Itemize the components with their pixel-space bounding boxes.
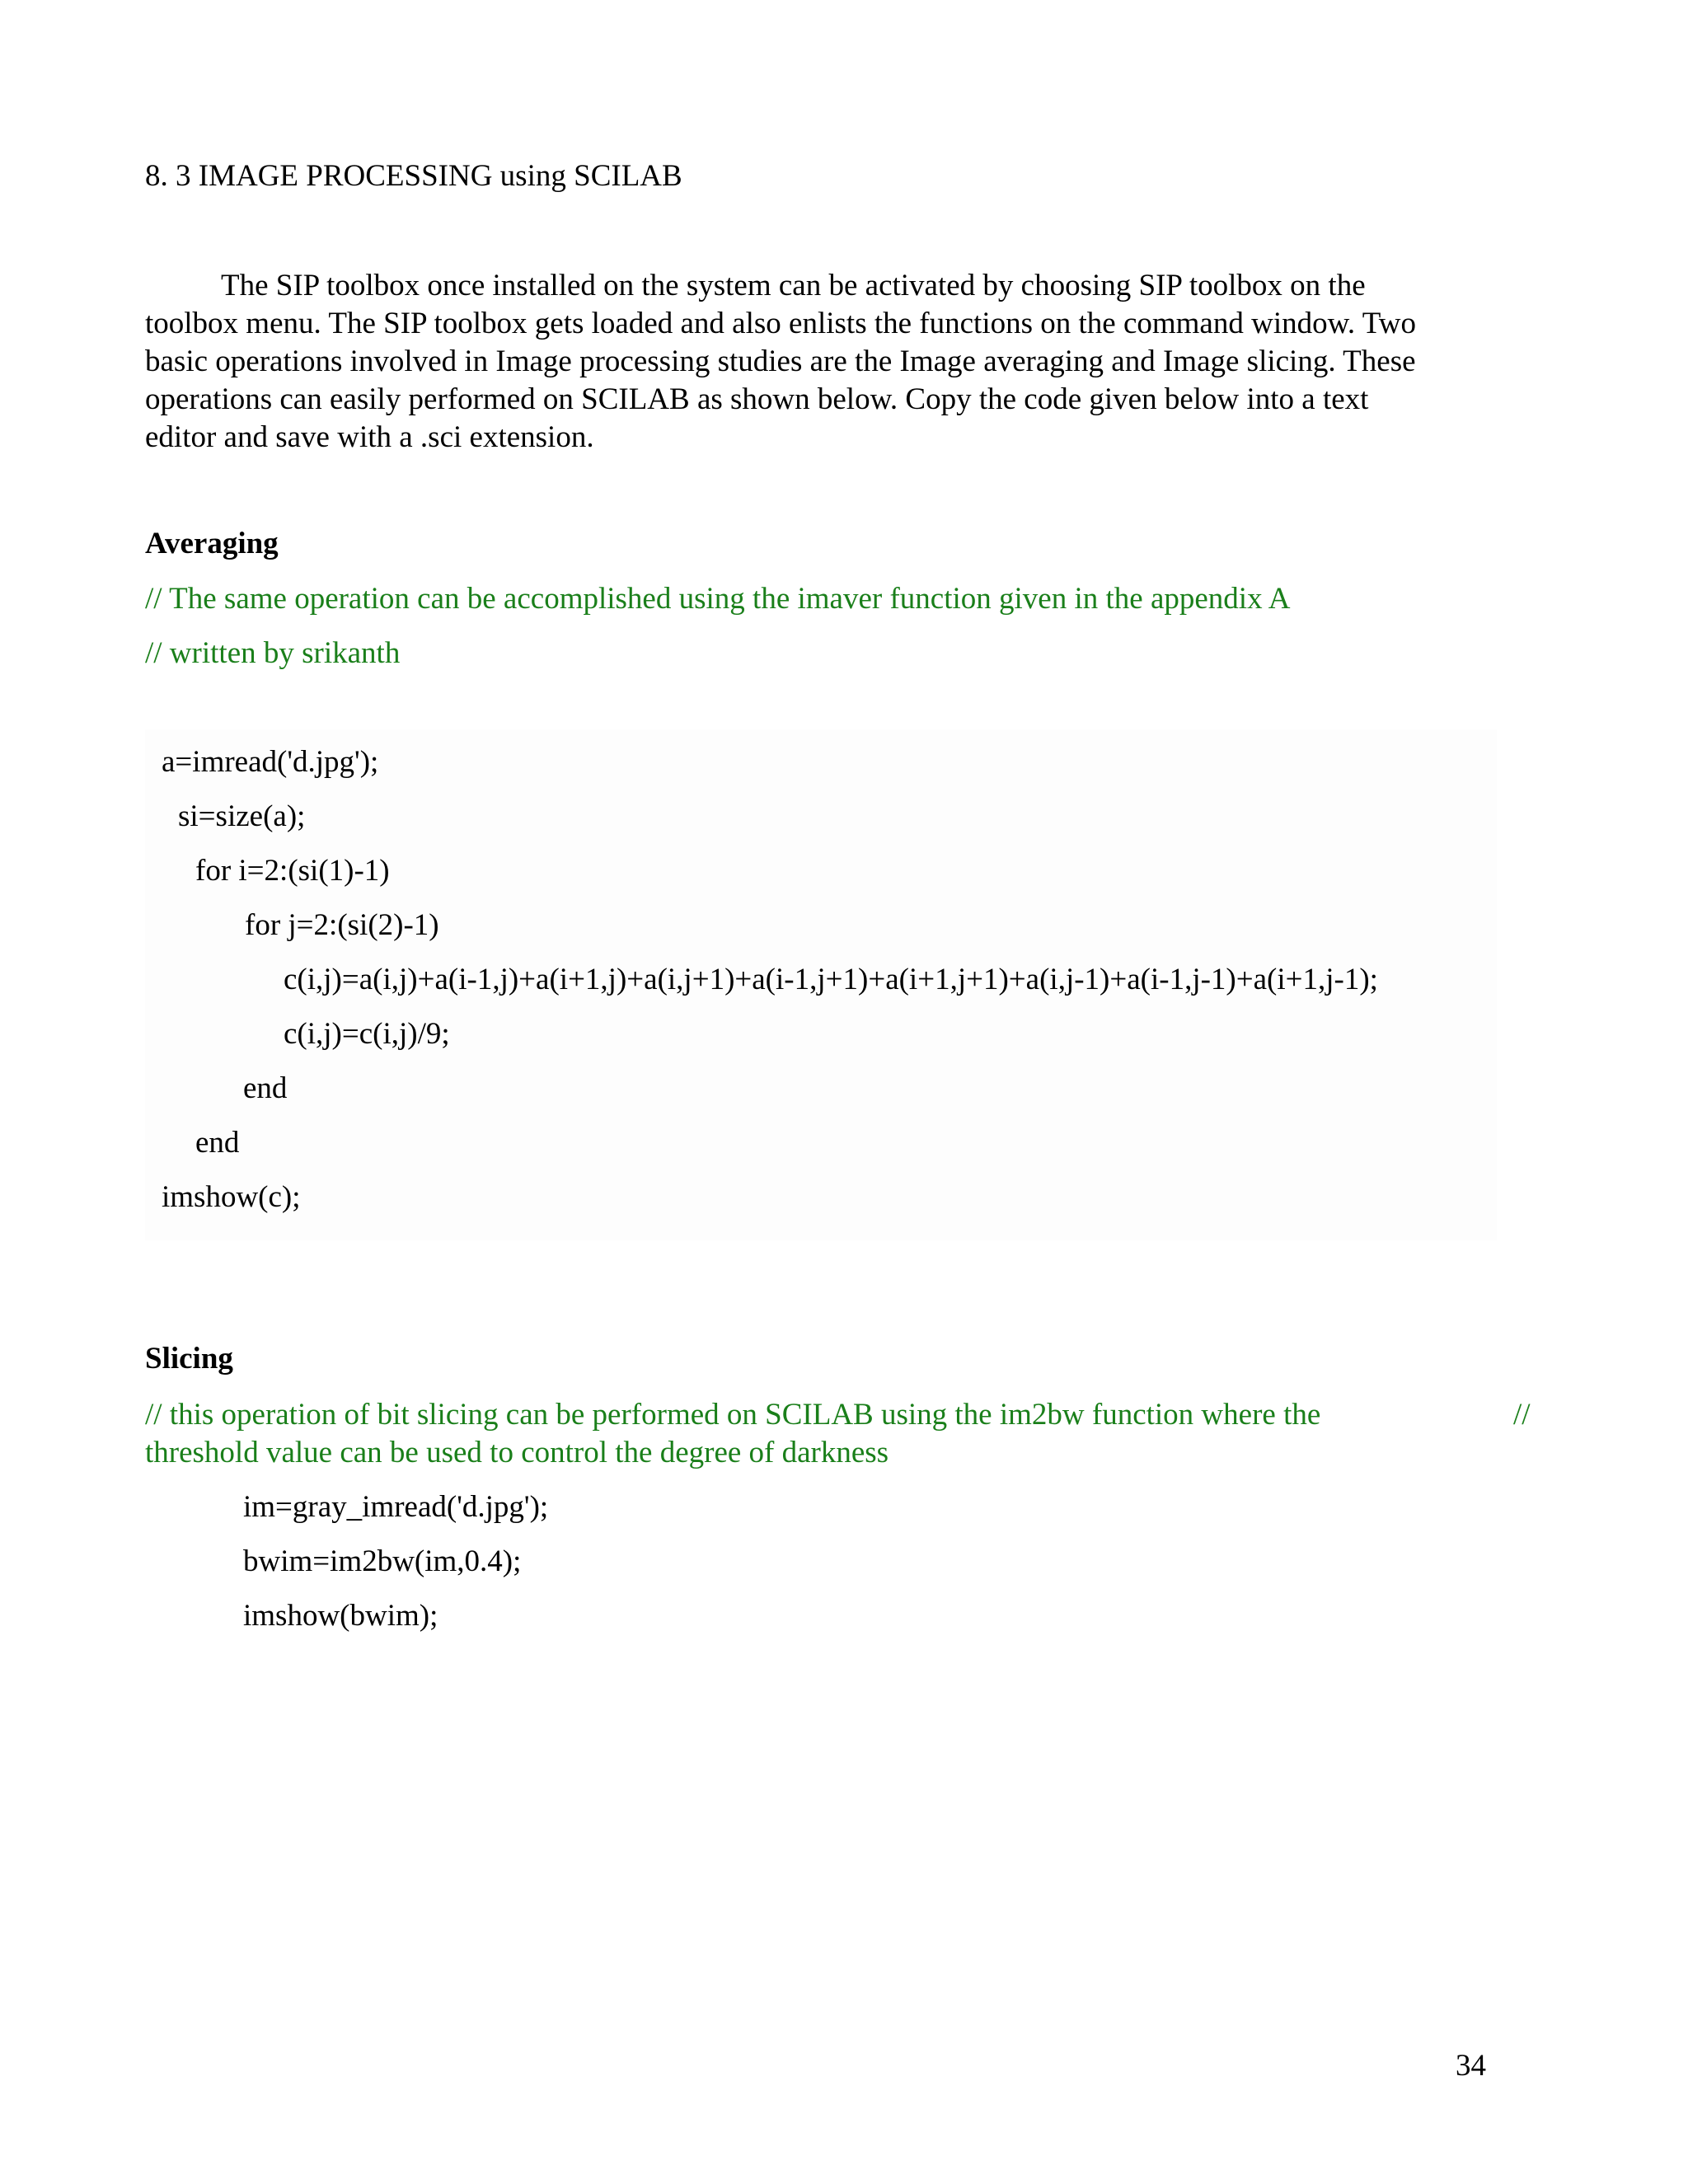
code-line: end: [243, 1071, 288, 1105]
averaging-title: Averaging: [145, 527, 279, 560]
code-line: c(i,j)=a(i,j)+a(i-1,j)+a(i+1,j)+a(i,j+1)+a(i-1,j+1)+a(i+1,j+1)+a(i,j-1)+a(i-1,j-1)+a(i+1,j-1);: [284, 963, 1378, 996]
slicing-comment: // this operation of bit slicing can be performed on SCILAB using the im2bw function where the: [145, 1398, 1321, 1432]
code-line: si=size(a);: [178, 799, 306, 833]
code-line: imshow(bwim);: [243, 1599, 438, 1633]
page-number: 34: [1456, 2049, 1486, 2083]
intro-line: editor and save with a .sci extension.: [145, 420, 594, 454]
code-line: a=imread('d.jpg');: [162, 745, 379, 779]
averaging-comment: // The same operation can be accomplished using the imaver function given in the appendix A: [145, 582, 1291, 616]
code-line: for i=2:(si(1)-1): [195, 854, 390, 888]
slicing-comment-tail: //: [1513, 1398, 1531, 1432]
intro-paragraph: [145, 267, 1546, 457]
code-line: end: [195, 1126, 240, 1160]
code-line: for j=2:(si(2)-1): [245, 908, 439, 942]
intro-line: operations can easily performed on SCILAB as shown below. Copy the code given below into a text: [145, 382, 1369, 416]
code-line: im=gray_imread('d.jpg');: [243, 1490, 549, 1524]
slicing-title: Slicing: [145, 1342, 233, 1376]
intro-line: basic operations involved in Image processing studies are the Image averaging and Image slicing. These: [145, 344, 1416, 378]
averaging-comment: // written by srikanth: [145, 636, 401, 670]
slicing-comment: threshold value can be used to control the degree of darkness: [145, 1436, 889, 1469]
code-line: imshow(c);: [162, 1180, 301, 1214]
code-line: c(i,j)=c(i,j)/9;: [284, 1017, 450, 1051]
code-line: bwim=im2bw(im,0.4);: [243, 1544, 522, 1578]
intro-line: The SIP toolbox once installed on the system can be activated by choosing SIP toolbox on the: [221, 269, 1366, 302]
section-heading: 8. 3 IMAGE PROCESSING using SCILAB: [145, 159, 682, 193]
intro-line: toolbox menu. The SIP toolbox gets loaded and also enlists the functions on the command window. Two: [145, 307, 1416, 340]
